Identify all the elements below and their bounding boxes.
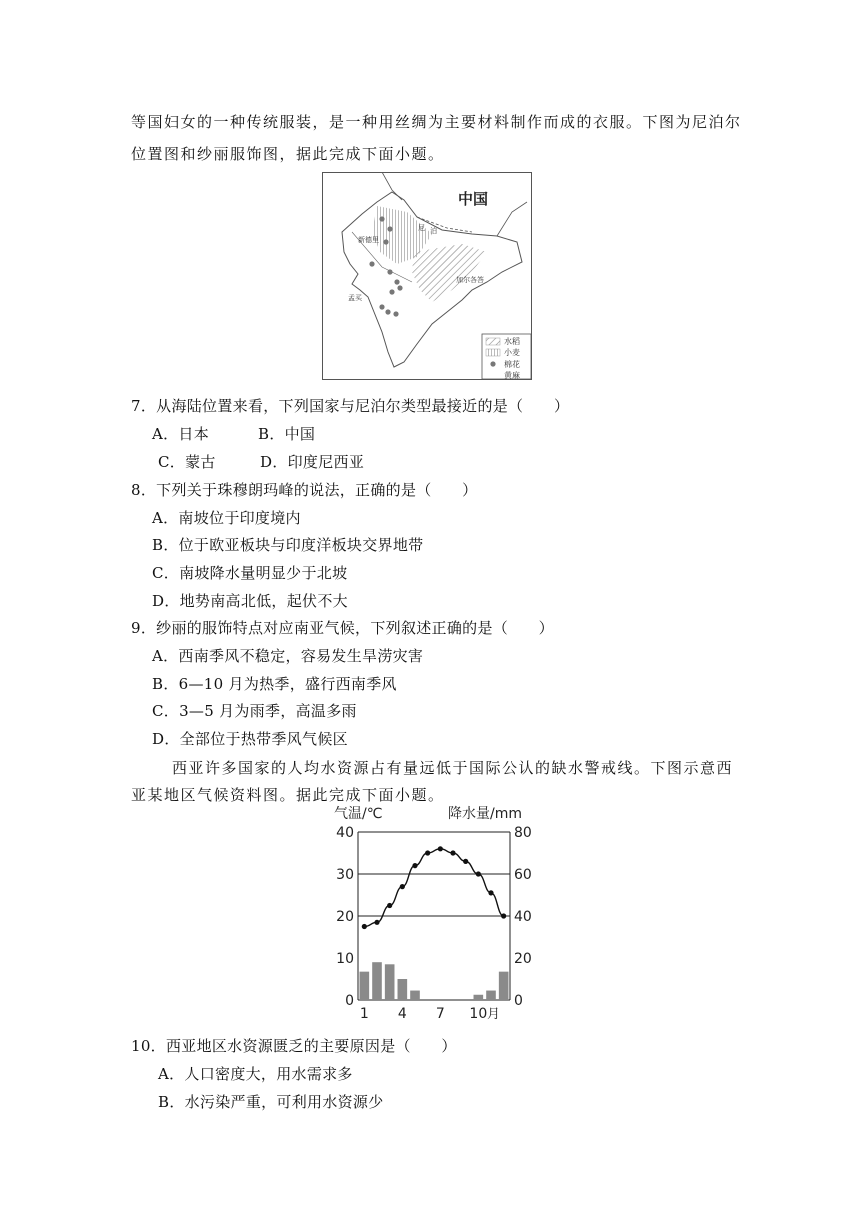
temperature-point — [425, 850, 430, 855]
temperature-point — [400, 884, 405, 889]
y-axis-left-title: 气温/℃ — [334, 806, 383, 822]
y-left-tick-label: 10 — [336, 951, 354, 967]
q7-option-c: C．蒙古 — [158, 453, 216, 471]
temperature-point — [476, 871, 481, 876]
precipitation-bar — [499, 972, 509, 1000]
temperature-point — [463, 859, 468, 864]
x-tick-label: 7 — [435, 1006, 445, 1022]
q7-option-a: A．日本 — [152, 425, 210, 443]
y-axis-right-title: 降水量/mm — [448, 806, 522, 822]
map-legend — [482, 334, 531, 380]
y-right-tick-label: 40 — [514, 909, 532, 925]
intro2-line-2: 亚某地区气候资料图。据此完成下面小题。 — [131, 786, 445, 804]
climate-chart — [330, 802, 540, 1022]
map-label-nepal-a: 尼 — [418, 224, 425, 232]
q10-option-a: A．人口密度大，用水需求多 — [158, 1065, 353, 1083]
intro2-line-1: 西亚许多国家的人均水资源占有量远低于国际公认的缺水警戒线。下图示意西 — [172, 759, 734, 777]
y-left-tick-label: 40 — [336, 825, 354, 841]
q8-option-d: D．地势南高北低，起伏不大 — [152, 592, 348, 610]
precipitation-bar — [385, 964, 395, 1000]
nepal-location-map — [322, 172, 532, 380]
map-title-china: 中国 — [458, 190, 489, 208]
y-right-tick-label: 0 — [514, 993, 523, 1009]
q9-option-d: D．全部位于热带季风气候区 — [152, 730, 348, 748]
temperature-point — [438, 846, 443, 851]
temperature-point — [374, 920, 379, 925]
temperature-point — [362, 924, 367, 929]
x-tick-label: 10 — [469, 1006, 488, 1022]
legend-wheat: 小麦 — [504, 348, 520, 357]
precipitation-bar — [410, 991, 420, 1000]
q7-option-b: B．中国 — [258, 425, 316, 443]
q8-option-a: A．南坡位于印度境内 — [152, 509, 301, 527]
q7-stem: 7．从海陆位置来看，下列国家与尼泊尔类型最接近的是（ ） — [131, 397, 570, 415]
y-right-tick-label: 60 — [514, 867, 532, 883]
y-left-tick-label: 30 — [336, 867, 354, 883]
q9-option-a: A．西南季风不稳定，容易发生旱涝灾害 — [152, 647, 424, 665]
map-label-nepal-b: 泊 — [430, 227, 437, 235]
intro-line-1: 等国妇女的一种传统服装，是一种用丝绸为主要材料制作而成的衣服。下图为尼泊尔 — [131, 113, 742, 131]
q9-option-b: B．6—10 月为热季，盛行西南季风 — [152, 675, 397, 693]
q10-option-b: B．水污染严重，可利用水资源少 — [158, 1093, 384, 1111]
precipitation-bar — [372, 962, 382, 1000]
intro-line-2: 位置图和纱丽服饰图，据此完成下面小题。 — [131, 145, 445, 163]
q7-option-d: D．印度尼西亚 — [260, 453, 365, 471]
x-tick-label: 4 — [397, 1006, 407, 1022]
q9-option-c: C．3—5 月为雨季，高温多雨 — [152, 702, 357, 720]
map-label-delhi: 新德里 — [358, 236, 379, 244]
temperature-point — [488, 890, 493, 895]
temperature-point — [450, 850, 455, 855]
temperature-point — [501, 913, 506, 918]
map-label-mumbai: 孟买 — [348, 294, 362, 302]
precipitation-bar — [486, 991, 496, 1000]
y-left-tick-label: 20 — [336, 909, 354, 925]
precipitation-bar — [360, 972, 370, 1000]
q8-stem: 8．下列关于珠穆朗玛峰的说法，正确的是（ ） — [131, 481, 478, 499]
map-label-kolkata: 加尔各答 — [456, 276, 484, 284]
x-axis-unit: 月 — [487, 1007, 501, 1022]
legend-jute: 黄麻 — [504, 371, 520, 380]
q8-option-b: B．位于欧亚板块与印度洋板块交界地带 — [152, 536, 424, 554]
temperature-point — [387, 903, 392, 908]
q8-option-c: C．南坡降水量明显少于北坡 — [152, 564, 348, 582]
q10-stem: 10．西亚地区水资源匮乏的主要原因是（ ） — [131, 1037, 457, 1055]
legend-cotton: 棉花 — [504, 360, 520, 369]
q9-stem: 9．纱丽的服饰特点对应南亚气候，下列叙述正确的是（ ） — [131, 619, 554, 637]
y-right-tick-label: 80 — [514, 825, 532, 841]
precipitation-bar — [474, 995, 484, 1000]
y-right-tick-label: 20 — [514, 951, 532, 967]
temperature-point — [412, 863, 417, 868]
precipitation-bar — [398, 979, 408, 1000]
y-left-tick-label: 0 — [345, 993, 354, 1009]
legend-rice: 水稻 — [504, 337, 520, 346]
x-tick-label: 1 — [359, 1006, 369, 1022]
temperature-line — [364, 849, 503, 927]
